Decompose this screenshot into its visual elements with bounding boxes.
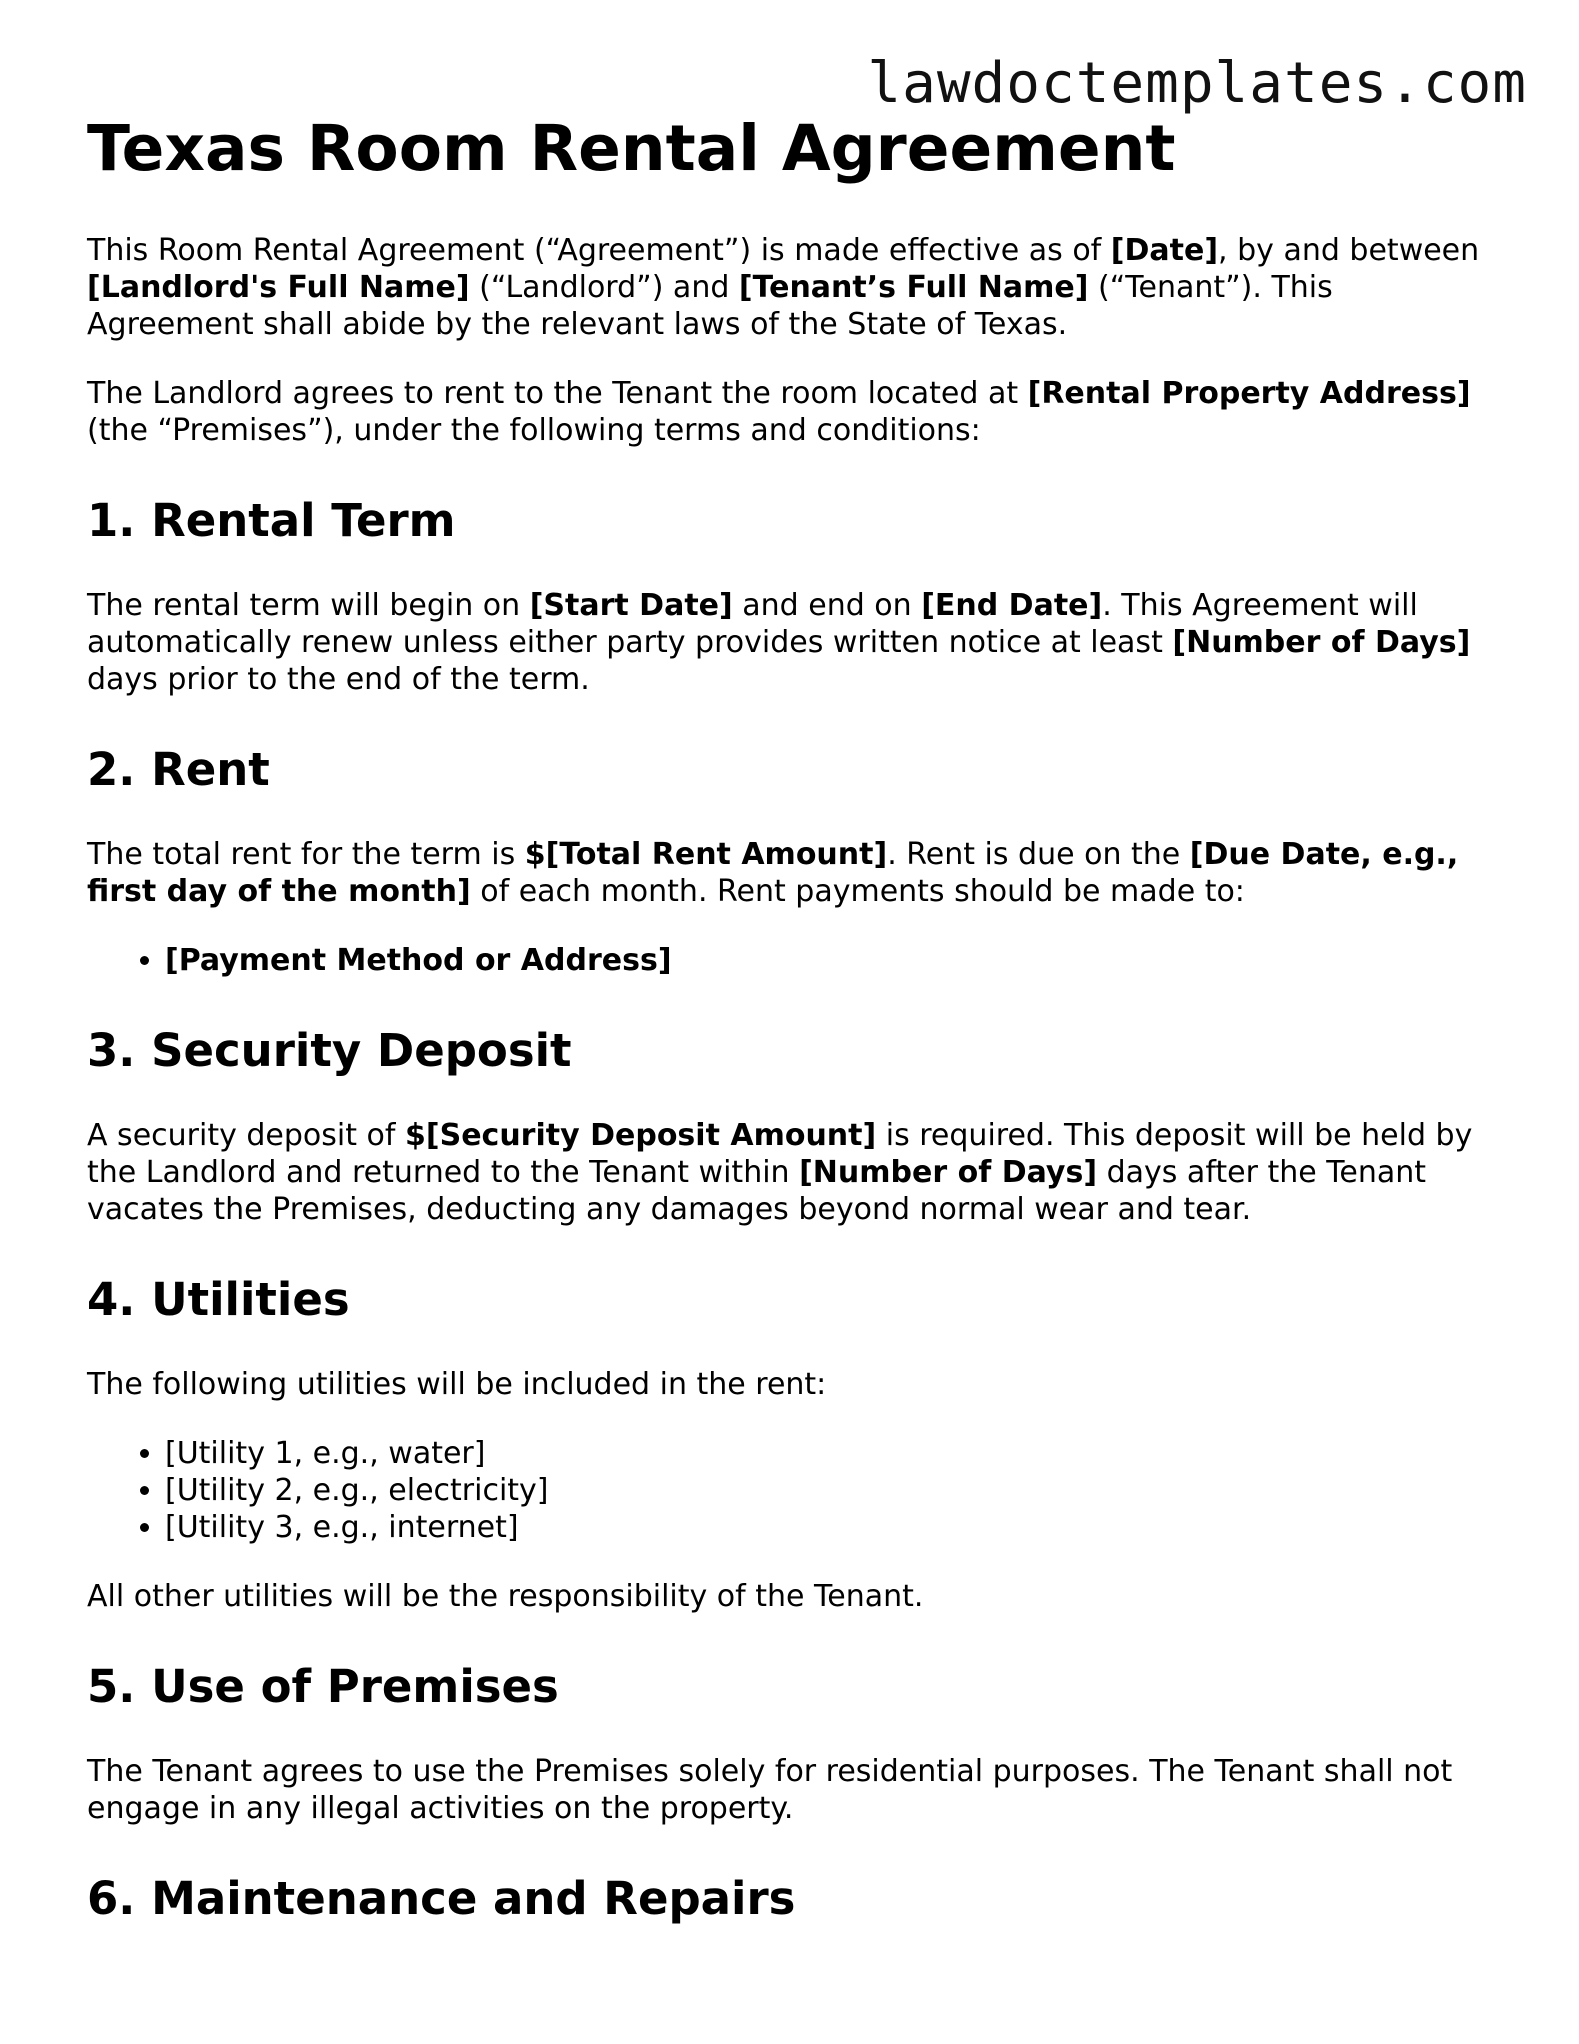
section-text: days after the Tenant vacates the Premises, deducting any damages beyond normal wear and tear. xyxy=(87,1155,1427,1227)
section-text: days prior to the end of the term. xyxy=(87,662,590,697)
intro-text: , by and between xyxy=(1218,233,1480,268)
section-heading-maintenance: 6. Maintenance and Repairs xyxy=(87,1872,796,1925)
section-heading-rent: 2. Rent xyxy=(87,743,270,796)
intro-paragraph-premises xyxy=(87,375,1507,449)
section-text: of each month. Rent payments should be made to: xyxy=(470,874,1245,909)
utilities-intro: The following utilities will be included in the rent: xyxy=(87,1367,827,1402)
intro-paragraph-parties xyxy=(87,232,1507,343)
section-heading-rental-term: 1. Rental Term xyxy=(87,494,456,547)
section-text: is required. This deposit will be held by the Landlord and returned to the Tenant within xyxy=(87,1118,1473,1190)
use-of-premises-paragraph: The Tenant agrees to use the Premises solely for residential purposes. The Tenant shall not engage in any illegal activities on the property. xyxy=(87,1754,1453,1826)
section-text: . Rent is due on the xyxy=(887,837,1190,872)
notice-days-placeholder: [Number of Days] xyxy=(1172,625,1471,660)
address-placeholder: [Rental Property Address] xyxy=(1027,376,1471,411)
section-text: The rental term will begin on xyxy=(87,588,530,623)
section-heading-utilities: 4. Utilities xyxy=(87,1273,350,1326)
document-page xyxy=(87,108,1507,1965)
deposit-amount-placeholder: $[Security Deposit Amount] xyxy=(405,1118,877,1153)
date-placeholder: [Date] xyxy=(1110,233,1219,268)
list-item xyxy=(165,942,1507,979)
utilities-outro: All other utilities will be the responsibility of the Tenant. xyxy=(87,1579,924,1614)
payment-method-placeholder: [Payment Method or Address] xyxy=(165,943,672,978)
due-date-placeholder: [Due Date, e.g., first day of the month] xyxy=(87,837,1459,909)
utilities-list xyxy=(87,1435,1507,1546)
section-heading-use-of-premises: 5. Use of Premises xyxy=(87,1660,559,1713)
return-days-placeholder: [Number of Days] xyxy=(799,1155,1098,1190)
end-date-placeholder: [End Date] xyxy=(921,588,1103,623)
intro-text: The Landlord agrees to rent to the Tenant the room located at xyxy=(87,376,1028,411)
rent-amount-placeholder: $[Total Rent Amount] xyxy=(524,837,888,872)
rental-term-paragraph xyxy=(87,587,1507,698)
document-title: Texas Room Rental Agreement xyxy=(87,112,1176,185)
section-text: The total rent for the term is xyxy=(87,837,525,872)
security-deposit-paragraph xyxy=(87,1117,1507,1228)
list-item: • [Utility 3, e.g., internet] xyxy=(165,1509,1507,1546)
intro-text: (the “Premises”), under the following terms and conditions: xyxy=(87,413,981,448)
site-watermark: lawdoctemplates.com xyxy=(867,51,1527,116)
section-text: A security deposit of xyxy=(87,1118,405,1153)
section-text: . This Agreement will automatically renew unless either party provides written notice at least xyxy=(87,588,1418,660)
list-item: • [Utility 2, e.g., electricity] xyxy=(165,1472,1507,1509)
intro-text: (“Tenant”). This Agreement shall abide by the relevant laws of the State of Texas. xyxy=(87,270,1333,342)
payment-method-list xyxy=(87,942,1507,979)
rent-paragraph xyxy=(87,836,1507,910)
landlord-name-placeholder: [Landlord's Full Name] xyxy=(87,270,470,305)
list-item: • [Utility 1, e.g., water] xyxy=(165,1435,1507,1472)
section-heading-security-deposit: 3. Security Deposit xyxy=(87,1024,572,1077)
intro-text: This Room Rental Agreement (“Agreement”) is made effective as of xyxy=(87,233,1111,268)
tenant-name-placeholder: [Tenant’s Full Name] xyxy=(738,270,1089,305)
section-text: and end on xyxy=(732,588,922,623)
start-date-placeholder: [Start Date] xyxy=(529,588,733,623)
intro-text: (“Landlord”) and xyxy=(469,270,739,305)
